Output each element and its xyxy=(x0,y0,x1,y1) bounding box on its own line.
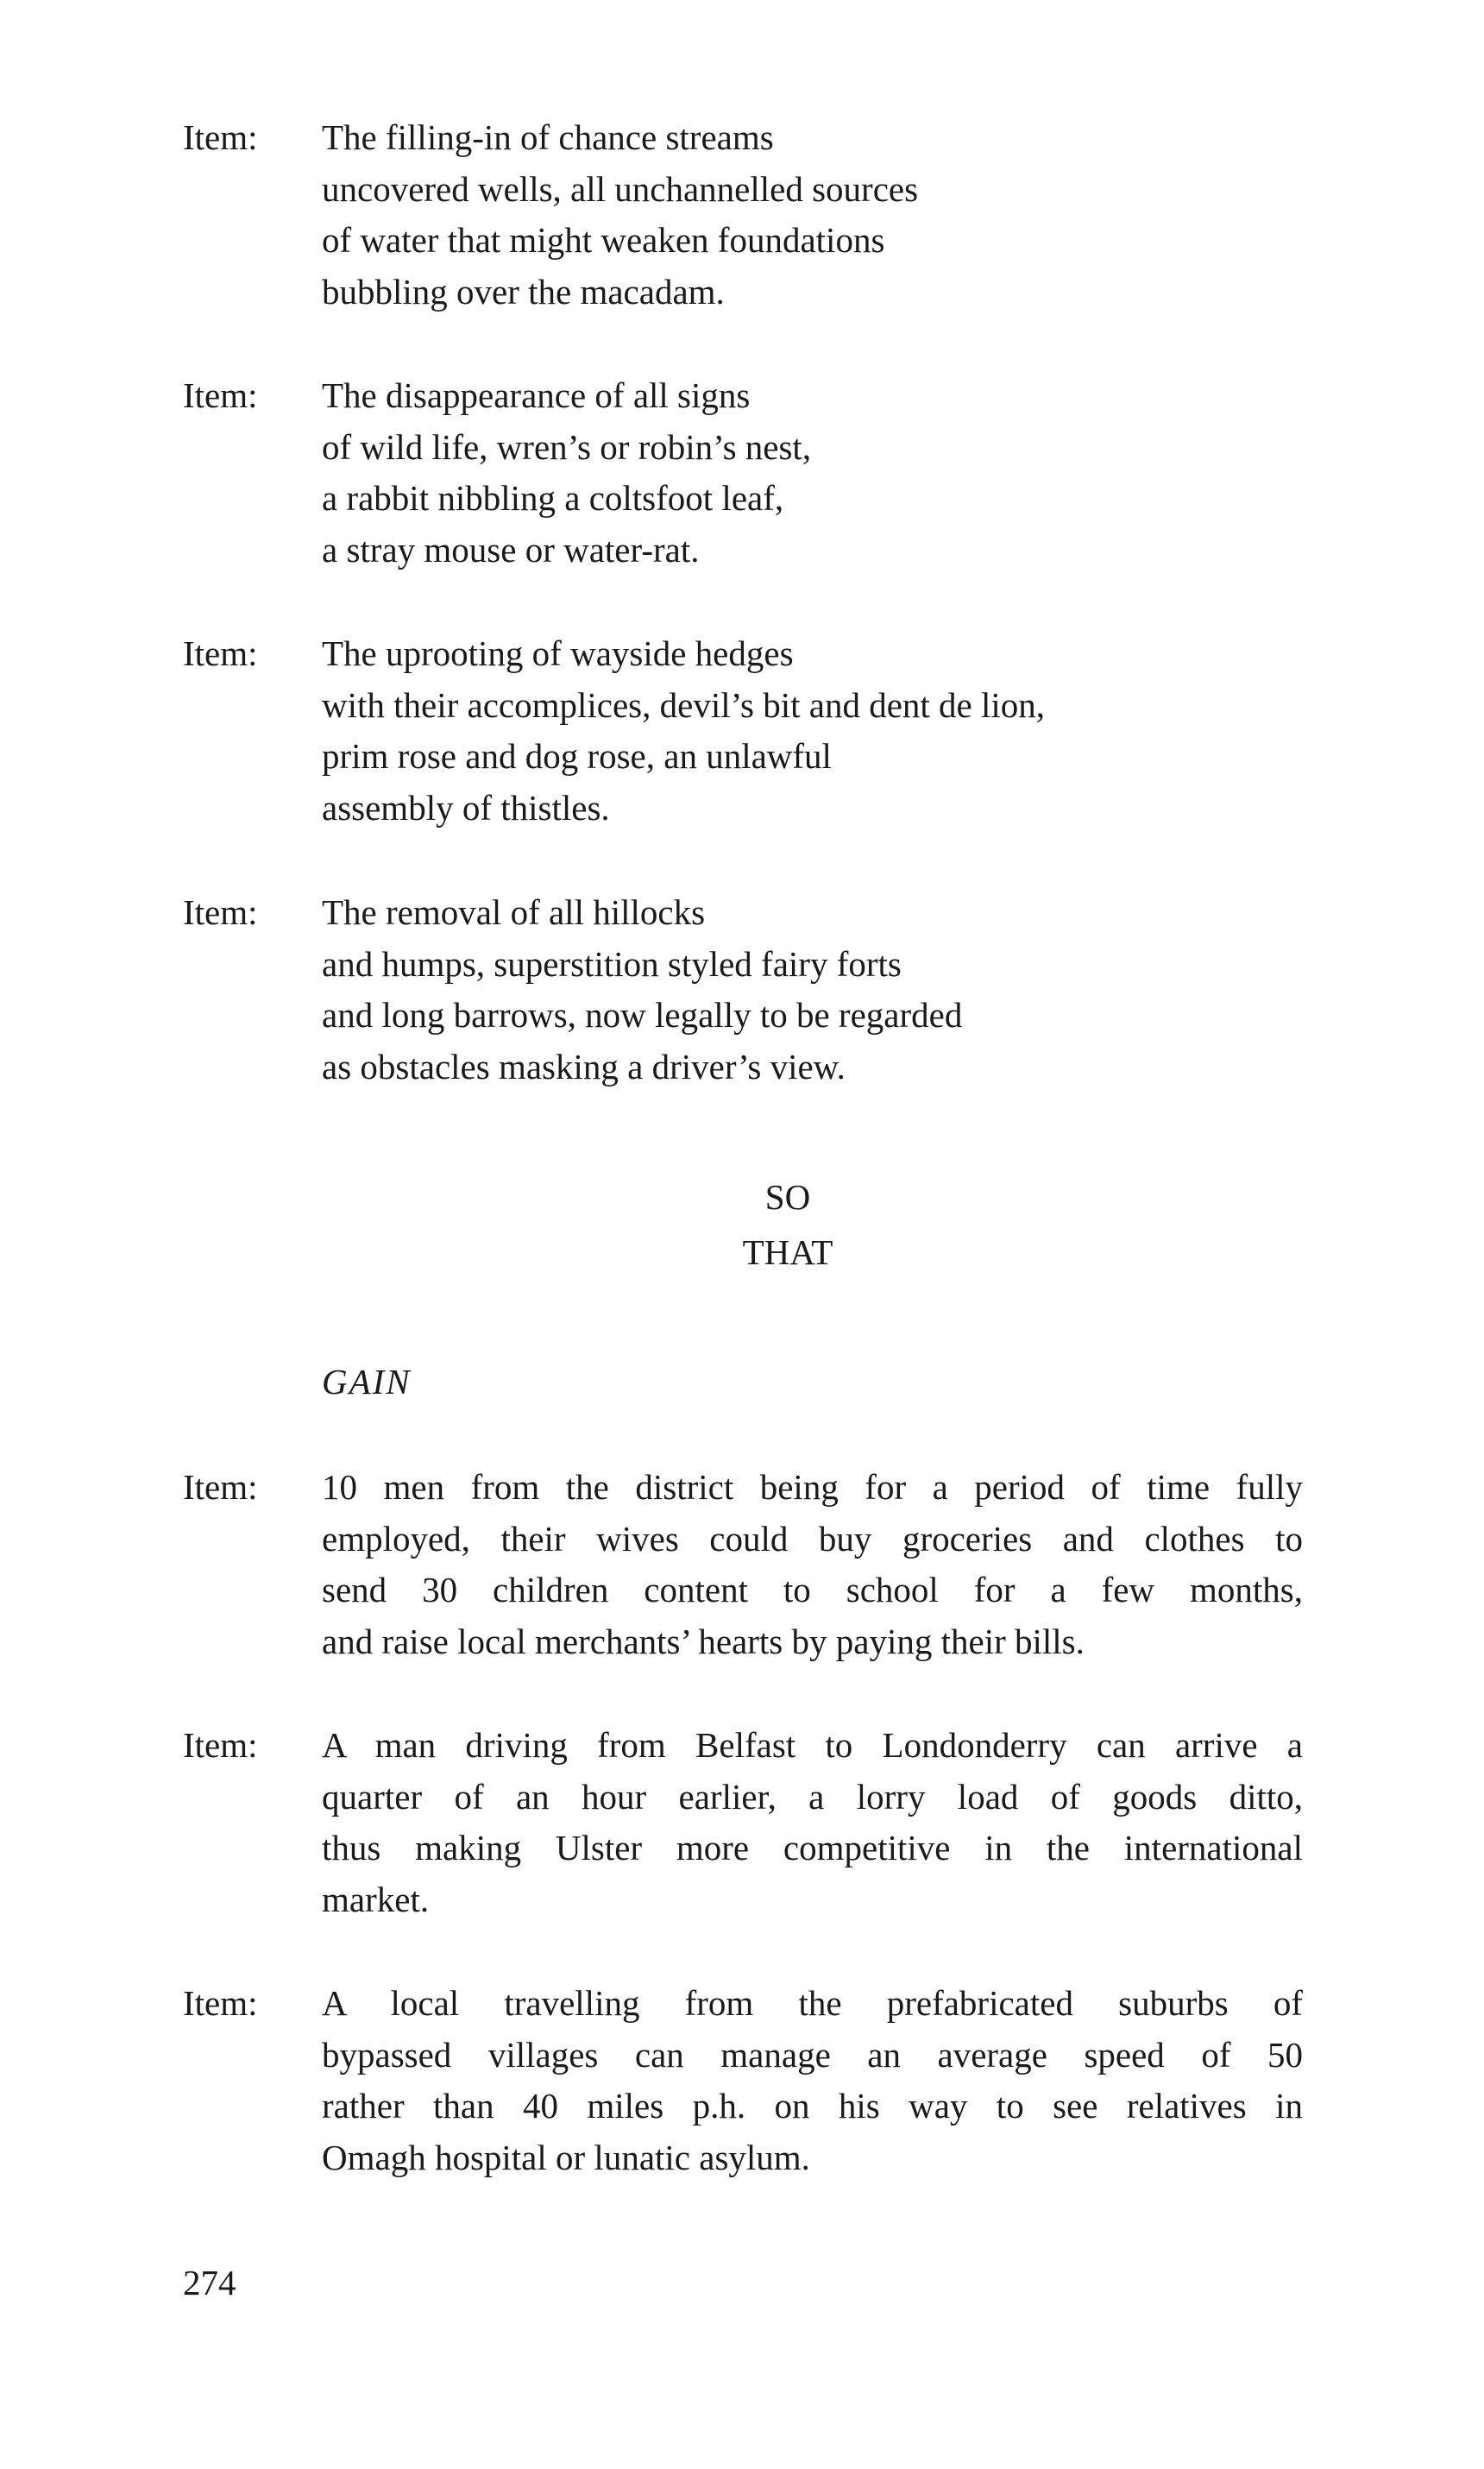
verse-line: a stray mouse or water-rat. xyxy=(322,529,700,570)
prose-line: thus making Ulster more competitive in the international xyxy=(322,1828,1303,1867)
verse-line: as obstacles masking a driver’s view. xyxy=(322,1046,846,1086)
item-text xyxy=(322,887,962,1093)
verse-line: The removal of all hillocks xyxy=(322,892,706,932)
item-text xyxy=(322,1978,1303,2183)
item-label: Item: xyxy=(183,1725,258,1765)
prose-line: 10 men from the district being for a period of time fully xyxy=(322,1467,1303,1507)
verse-line: The disappearance of all signs xyxy=(322,375,751,415)
prose-line: A man driving from Belfast to Londonderry can arrive a xyxy=(322,1725,1303,1765)
verse-line: assembly of thistles. xyxy=(322,787,610,828)
item-label: Item: xyxy=(183,1467,258,1507)
prose-line: send 30 children content to school for a few months, xyxy=(322,1570,1303,1609)
so-word: SO xyxy=(764,1177,811,1217)
gain-heading: GAIN xyxy=(322,1362,412,1401)
verse-line: with their accomplices, devil’s bit and dent de lion, xyxy=(322,684,1046,725)
item-label: Item: xyxy=(183,117,258,157)
item-text xyxy=(322,1462,1303,1667)
verse-line: The filling-in of chance streams xyxy=(322,117,774,157)
verse-line: bubbling over the macadam. xyxy=(322,271,725,312)
prose-line: A local travelling from the prefabricated suburbs of xyxy=(322,1983,1303,2023)
item-text xyxy=(322,370,811,576)
item-label: Item: xyxy=(183,375,258,415)
item-label: Item: xyxy=(183,633,258,673)
prose-line: Omagh hospital or lunatic asylum. xyxy=(322,2137,810,2177)
verse-line: and long barrows, now legally to be regarded xyxy=(322,995,963,1035)
that-word: THAT xyxy=(742,1232,833,1272)
verse-line: prim rose and dog rose, an unlawful xyxy=(322,736,832,776)
prose-line: and raise local merchants’ hearts by paying their bills. xyxy=(322,1621,1085,1661)
page-number: 274 xyxy=(183,2263,236,2302)
verse-line: of wild life, wren’s or robin’s nest, xyxy=(322,426,812,467)
verse-line: and humps, superstition styled fairy forts xyxy=(322,943,902,984)
item-label: Item: xyxy=(183,1983,258,2023)
prose-line: bypassed villages can manage an average speed of 50 xyxy=(322,2034,1303,2075)
prose-line: market. xyxy=(322,1879,430,1919)
verse-line: uncovered wells, all unchannelled sources xyxy=(322,168,919,209)
verse-line: a rabbit nibbling a coltsfoot leaf, xyxy=(322,478,784,518)
item-text xyxy=(322,112,918,318)
item-text xyxy=(322,628,1045,834)
item-label: Item: xyxy=(183,892,258,932)
verse-line: of water that might weaken foundations xyxy=(322,220,885,260)
verse-line: The uprooting of wayside hedges xyxy=(322,633,794,673)
prose-line: rather than 40 miles p.h. on his way to see relatives in xyxy=(322,2086,1303,2126)
prose-line: quarter of an hour earlier, a lorry load of goods ditto, xyxy=(322,1776,1303,1817)
prose-line: employed, their wives could buy groceries and clothes to xyxy=(322,1518,1303,1559)
item-text xyxy=(322,1720,1303,1925)
